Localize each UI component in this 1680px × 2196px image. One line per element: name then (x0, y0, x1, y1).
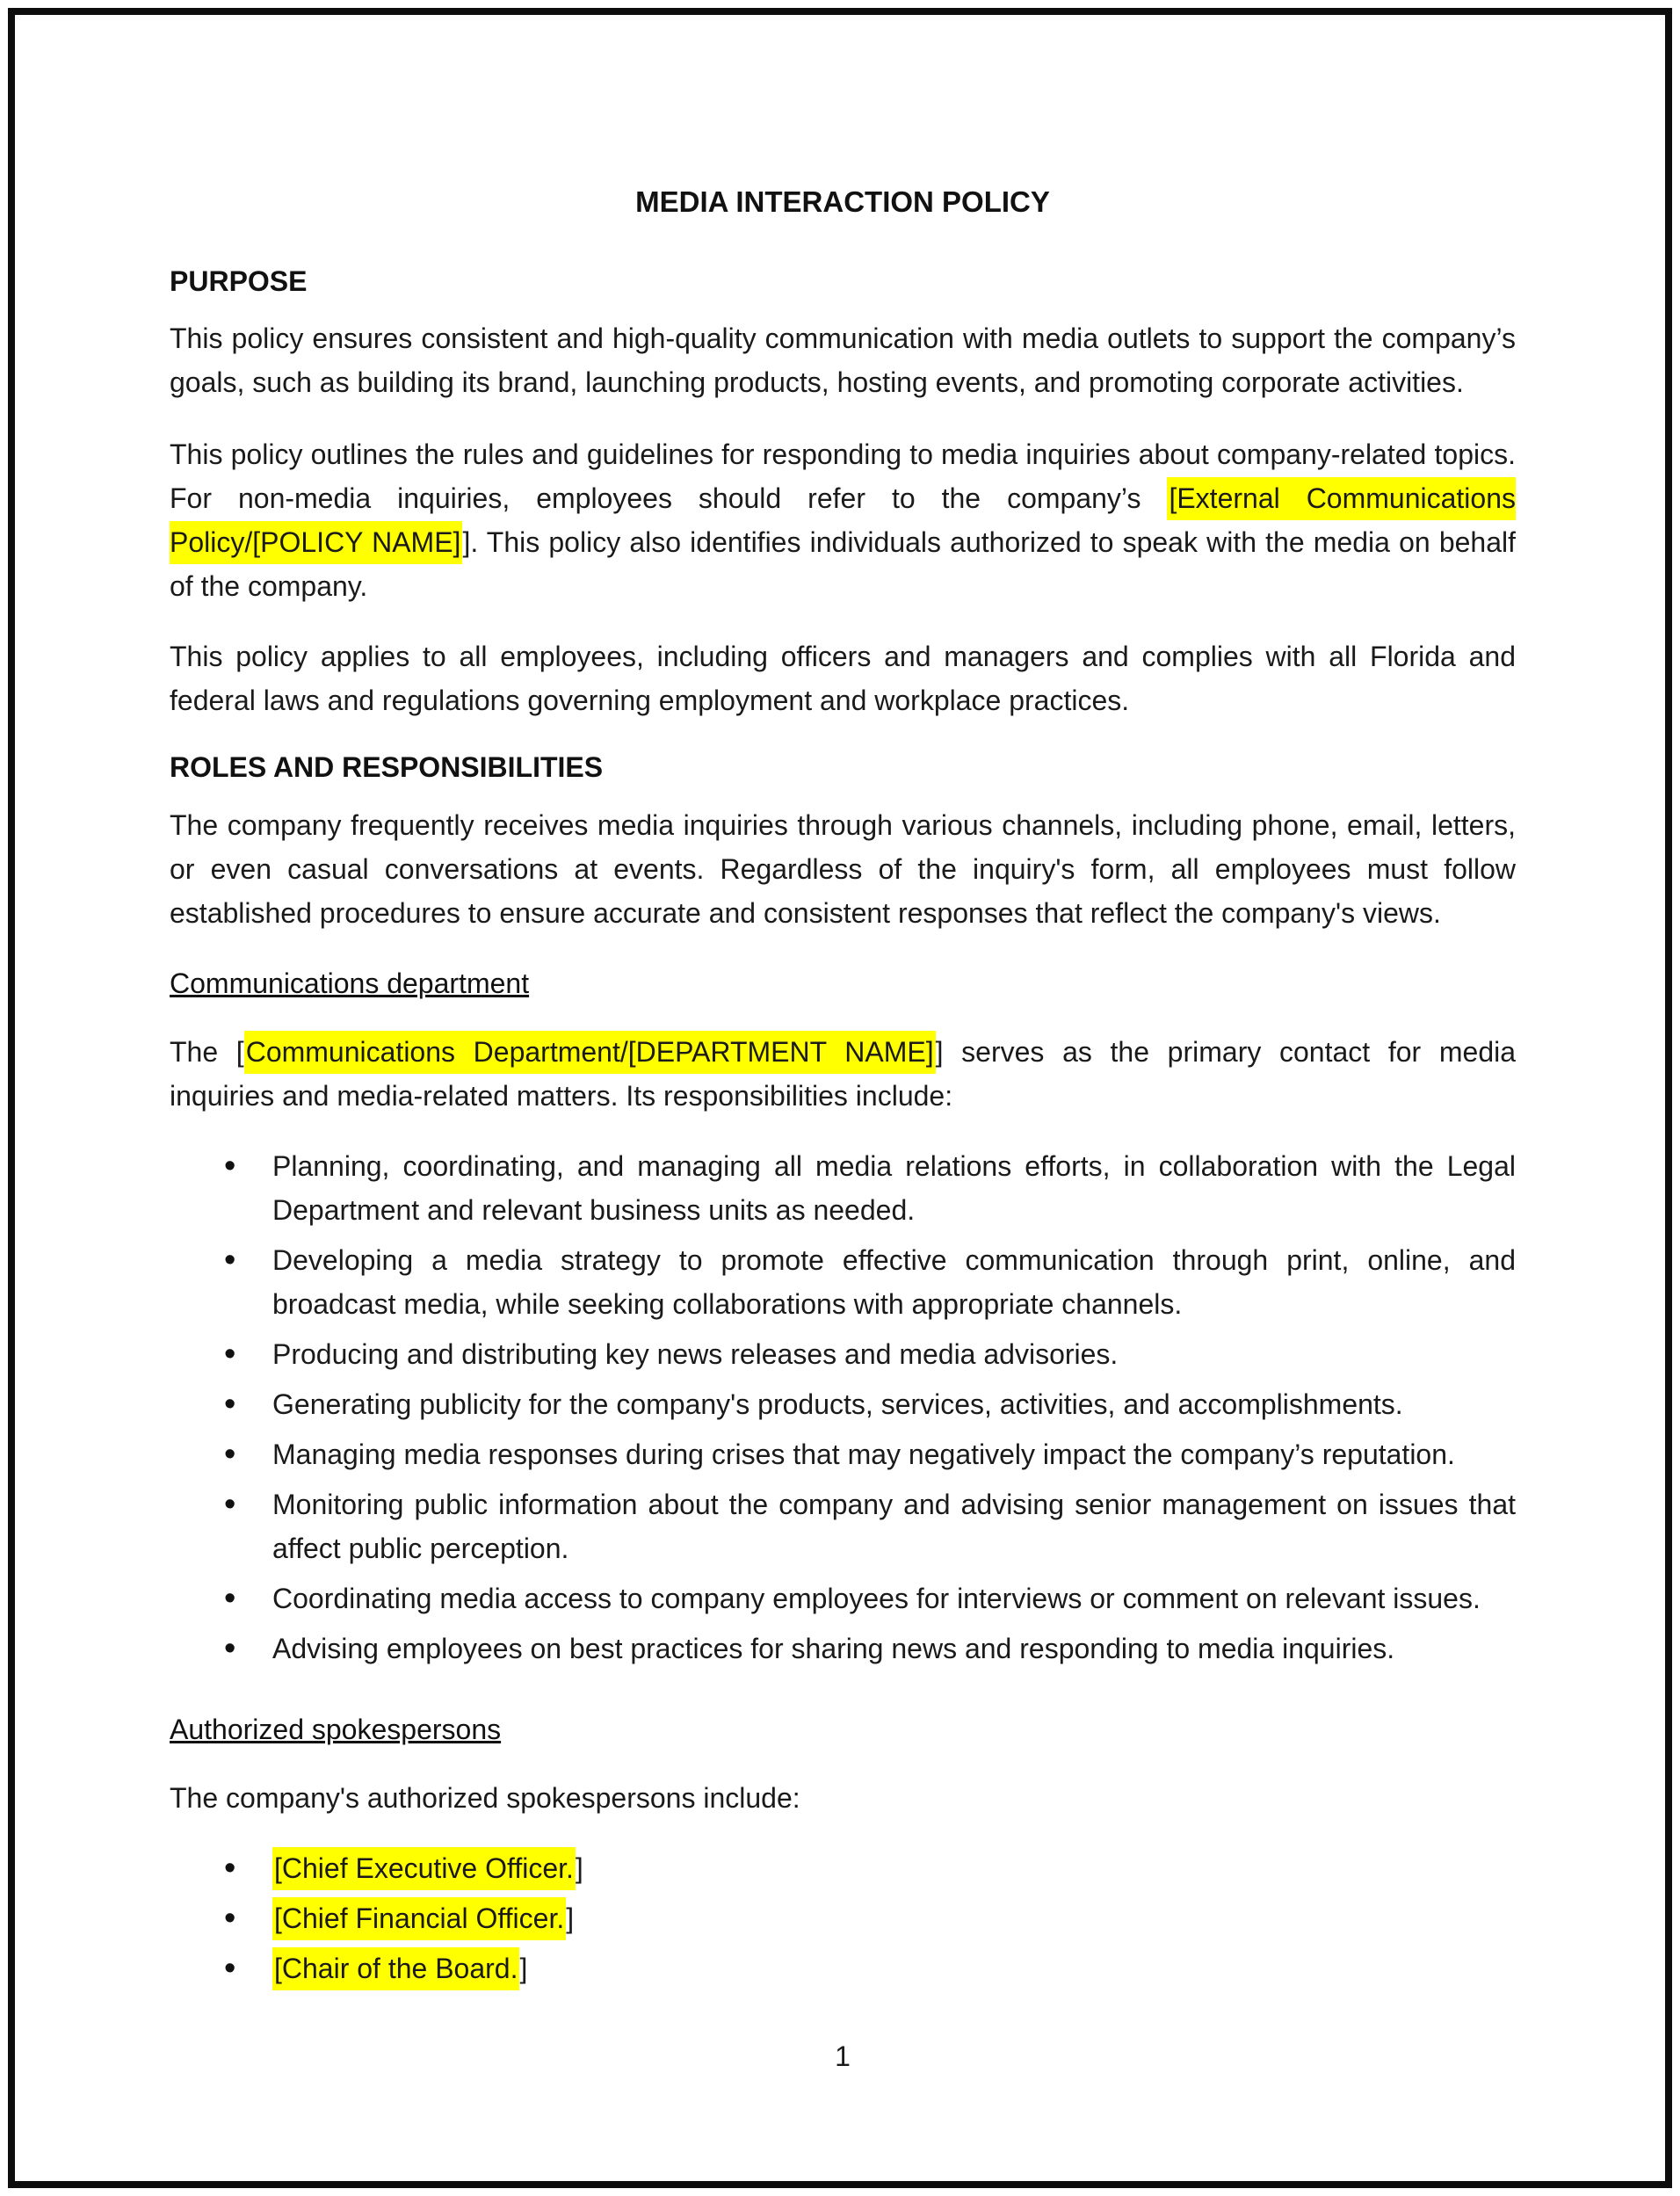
list-item (272, 1946, 1516, 1990)
list-item: • Developing a media strategy to promote effective communication through print, online, and broadcast media, while seeking collaborations with appropriate channels. (272, 1238, 1516, 1326)
list-item: • Generating publicity for the company's products, services, activities, and accomplishments. (272, 1382, 1516, 1426)
paragraph-text: This policy outlines the rules and guidelines for responding to media inquiries about company-related topics. For non-media inquiries, employees should refer to the company’s (170, 438, 1516, 514)
paragraph-purpose-3: This policy applies to all employees, including officers and managers and complies with all Florida and federal laws and regulations governing employment and workplace practices. (170, 641, 1516, 716)
paragraph-text: The [ (170, 1036, 244, 1068)
paragraph-purpose-2 (170, 432, 1516, 608)
paragraph-text: ]. This policy also identifies individuals authorized to speak with the media on behalf of the company. (170, 526, 1517, 602)
spokespersons-list (170, 1846, 1516, 1990)
bracket-text: ] (519, 1953, 528, 1984)
responsibilities-list (170, 1144, 1516, 1671)
page-number: 1 (835, 2040, 851, 2072)
document-title: MEDIA INTERACTION POLICY (635, 185, 1050, 218)
list-item (272, 1846, 1516, 1890)
subheading-communications-department: Communications department (170, 968, 530, 999)
paragraph-roles-intro: The company frequently receives media inquiries through various channels, including phone, email, letters, or even casual conversations at events. Regardless of the inquiry's form, all employees must follow established procedures to ensure accurate and consistent responses that reflect the company's views. (170, 809, 1516, 929)
highlighted-placeholder-department-name: Communications Department/[DEPARTMENT NAME] (244, 1031, 936, 1074)
heading-purpose: PURPOSE (170, 265, 308, 297)
subheading-authorized-spokespersons: Authorized spokespersons (170, 1714, 502, 1745)
document-content (170, 0, 1516, 2078)
highlighted-placeholder-chair: [Chair of the Board. (272, 1947, 519, 1990)
bracket-text: ] (575, 1852, 583, 1884)
highlighted-placeholder-cfo: [Chief Financial Officer. (272, 1897, 566, 1940)
paragraph-communications-department (170, 1030, 1516, 1118)
paragraph-spokespersons-intro: The company's authorized spokespersons include: (170, 1782, 800, 1814)
highlighted-placeholder-ceo: [Chief Executive Officer. (272, 1847, 576, 1890)
list-item: • Monitoring public information about the company and advising senior management on issues that affect public perception. (272, 1482, 1516, 1570)
heading-roles-responsibilities: ROLES AND RESPONSIBILITIES (170, 751, 604, 783)
list-item: • Managing media responses during crises that may negatively impact the company’s reputation. (272, 1432, 1516, 1476)
list-item (272, 1896, 1516, 1940)
paragraph-text: ] serves as the primary contact for media inquiries and media-related matters. Its responsibilities include: (170, 1036, 1517, 1112)
list-item: • Producing and distributing key news releases and media advisories. (272, 1332, 1516, 1376)
list-item: • Coordinating media access to company employees for interviews or comment on relevant issues. (272, 1576, 1516, 1620)
list-item: • Planning, coordinating, and managing all media relations efforts, in collaboration with the Legal Department and relevant business units as needed. (272, 1144, 1516, 1232)
highlighted-placeholder-policy-name: [External Communications Policy/[POLICY NAME] (170, 477, 1516, 564)
paragraph-purpose-1: This policy ensures consistent and high-quality communication with media outlets to support the company’s goals, such as building its brand, launching products, hosting events, and promoting corporate activities. (170, 323, 1516, 398)
bracket-text: ] (566, 1902, 575, 1934)
list-item: • Advising employees on best practices for sharing news and responding to media inquiries. (272, 1627, 1516, 1671)
